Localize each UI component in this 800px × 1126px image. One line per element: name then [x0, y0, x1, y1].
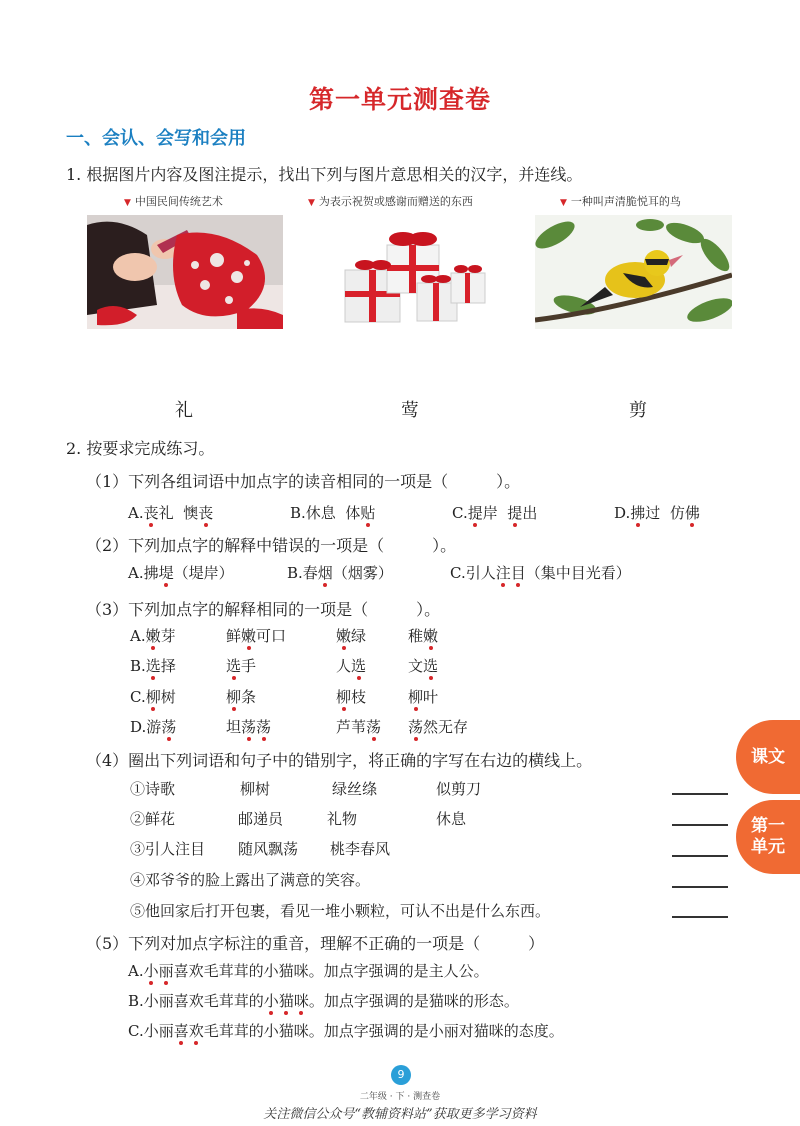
char-ying[interactable]: 莺	[401, 400, 419, 421]
q2-3-option-a[interactable]: A.嫩芽	[130, 627, 176, 645]
q2-3-c-word2: 柳条	[226, 688, 257, 706]
q2-4-item3-w3[interactable]: 桃李春风	[330, 840, 391, 858]
footer-note: 关注微信公众号“教辅资料站”获取更多学习资料	[263, 1107, 537, 1122]
q2-3-a-word3: 嫩绿	[336, 627, 367, 645]
q2-1-prompt: （1）下列各组词语中加点字的读音相同的一项是（ ）。	[86, 472, 521, 491]
q2-3-prompt: （3）下列加点字的解释相同的一项是（ ）。	[86, 600, 441, 619]
section-heading: 一、会认、会写和会用	[66, 128, 246, 149]
q2-4-item1-w4[interactable]: 似剪刀	[436, 780, 482, 798]
caption-bird: ▼ 一种叫声清脆悦耳的鸟	[560, 195, 681, 208]
q2-prompt: 2. 按要求完成练习。	[66, 439, 215, 458]
caption-papercut: ▼ 中国民间传统艺术	[124, 195, 223, 208]
q2-4-prompt: （4）圈出下列词语和句子中的错别字，将正确的字写在右边的横线上。	[86, 751, 593, 770]
q2-4-item2-w4[interactable]: 休息	[436, 810, 467, 828]
page-number: 9	[391, 1065, 411, 1085]
q2-3-option-c[interactable]: C.柳树	[130, 688, 176, 706]
tab-kewen[interactable]: 课文	[736, 720, 800, 794]
q2-3-b-word3: 人选	[336, 657, 367, 675]
q2-4-item2-w3[interactable]: 礼物	[327, 810, 358, 828]
papercut-image	[87, 215, 283, 329]
q1-prompt: 1. 根据图片内容及图注提示，找出下列与图片意思相关的汉字，并连线。	[66, 165, 583, 184]
q2-2-option-a[interactable]: A.拂堤（堤岸）	[128, 564, 234, 582]
char-jian[interactable]: 剪	[629, 400, 647, 421]
q2-3-c-word4: 柳叶	[408, 688, 439, 706]
q2-4-item3-w2[interactable]: 随风飘荡	[238, 840, 299, 858]
q2-4-item1-w2[interactable]: 柳树	[240, 780, 271, 798]
q2-5-option-a[interactable]: A.小丽喜欢毛茸茸的小猫咪。加点字强调的是主人公。	[128, 962, 489, 980]
q2-3-option-b[interactable]: B.选择	[130, 657, 176, 675]
answer-line-4[interactable]	[672, 886, 728, 888]
q2-3-c-word3: 柳枝	[336, 688, 367, 706]
q2-4-item1-w3[interactable]: 绿丝绦	[332, 780, 378, 798]
caption-gift: ▼ 为表示祝贺或感谢而赠送的东西	[308, 195, 473, 208]
q2-5-prompt: （5）下列对加点字标注的重音，理解不正确的一项是（ ）	[86, 934, 545, 953]
answer-line-5[interactable]	[672, 916, 728, 918]
q2-4-item2-w1[interactable]: ②鲜花	[130, 810, 176, 828]
q2-1-option-d[interactable]: D.拂过 仿佛	[614, 504, 700, 522]
q2-4-item4[interactable]: ④邓爷爷的脸上露出了满意的笑容。	[130, 871, 371, 889]
q2-3-d-word3: 芦苇荡	[336, 718, 382, 736]
q2-3-b-word4: 文选	[408, 657, 439, 675]
q2-2-option-c[interactable]: C.引人注目（集中目光看）	[450, 564, 631, 582]
char-li[interactable]: 礼	[175, 400, 193, 421]
tab-unit-one[interactable]: 第一单元	[736, 800, 800, 874]
q2-1-option-a[interactable]: A.丧礼 懊丧	[128, 504, 214, 522]
q2-1-option-c[interactable]: C.提岸 提出	[452, 504, 538, 522]
gift-image	[325, 215, 495, 329]
q2-5-option-c[interactable]: C.小丽喜欢毛茸茸的小猫咪。加点字强调的是小丽对猫咪的态度。	[128, 1022, 564, 1040]
q2-2-option-b[interactable]: B.春烟（烟雾）	[287, 564, 393, 582]
footer-grade: 二年级 · 下 · 测查卷	[359, 1092, 441, 1102]
answer-line-1[interactable]	[672, 793, 728, 795]
q2-4-item1-w1[interactable]: ①诗歌	[130, 780, 176, 798]
q2-1-option-b[interactable]: B.休息 体贴	[290, 504, 376, 522]
q2-4-item3-w1[interactable]: ③引人注目	[130, 840, 206, 858]
page-title: 第一单元测查卷	[308, 85, 491, 114]
answer-line-3[interactable]	[672, 855, 728, 857]
q2-3-a-word4: 稚嫩	[408, 627, 439, 645]
q2-3-d-word4: 荡然无存	[408, 718, 469, 736]
bird-image	[535, 215, 732, 329]
q2-4-item5[interactable]: ⑤他回家后打开包裹，看见一堆小颗粒，可认不出是什么东西。	[130, 902, 551, 920]
q2-4-item2-w2[interactable]: 邮递员	[238, 810, 284, 828]
q2-3-d-word2: 坦荡荡	[226, 718, 272, 736]
q2-2-prompt: （2）下列加点字的解释中错误的一项是（ ）。	[86, 536, 457, 555]
q2-3-b-word2: 选手	[226, 657, 257, 675]
q2-3-option-d[interactable]: D.游荡	[130, 718, 177, 736]
answer-line-2[interactable]	[672, 824, 728, 826]
q2-5-option-b[interactable]: B.小丽喜欢毛茸茸的小猫咪。加点字强调的是猫咪的形态。	[128, 992, 519, 1010]
q2-3-a-word2: 鲜嫩可口	[226, 627, 287, 645]
